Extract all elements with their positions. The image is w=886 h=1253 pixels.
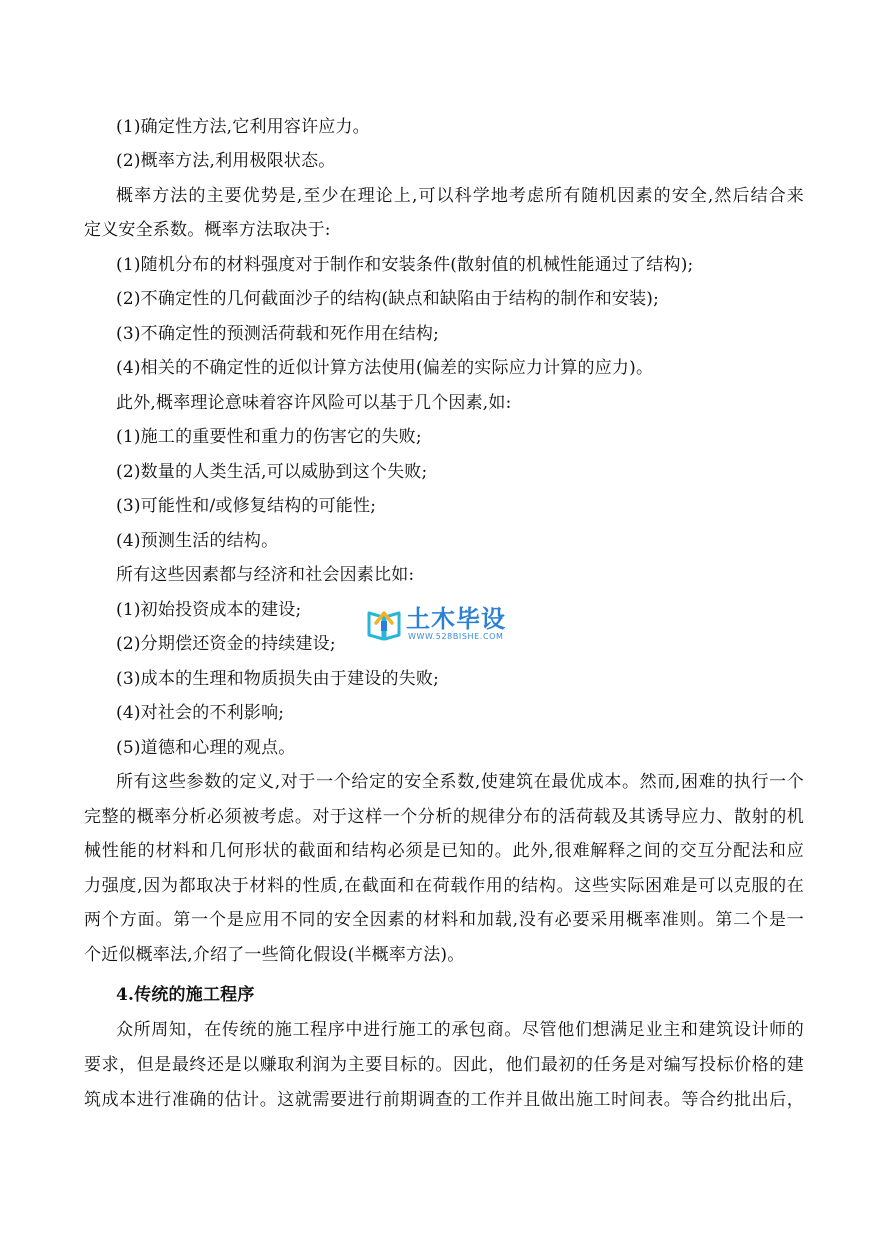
section-heading: 4.传统的施工程序	[116, 985, 255, 1005]
paragraph-line: 定义安全系数。概率方法取决于:	[84, 220, 331, 240]
paragraph-line: (4)预测生活的结构。	[116, 531, 279, 551]
paragraph-line: 力强度,因为都取决于材料的性质,在截面和在荷载作用的结构。这些实际困难是可以克服的在	[84, 876, 804, 896]
paragraph-line: (3)可能性和/或修复结构的可能性;	[116, 496, 377, 516]
paragraph-line: (2)概率方法,利用极限状态。	[116, 151, 336, 171]
paragraph-line: (4)对社会的不利影响;	[116, 703, 285, 723]
paragraph-line: (1)初始投资成本的建设;	[116, 600, 302, 620]
watermark-title: 土木毕设	[406, 605, 506, 633]
paragraph-line: 要求，但是最终还是以赚取利润为主要目标的。因此，他们最初的任务是对编写投标价格的建	[84, 1055, 804, 1075]
paragraph-line: 所有这些参数的定义,对于一个给定的安全系数,使建筑在最优成本。然而,困难的执行一个	[116, 772, 804, 792]
paragraph-line: 械性能的材料和几何形状的截面和结构必须是已知的。此外,很难解释之间的交互分配法和应	[84, 841, 804, 861]
paragraph-line: (3)不确定性的预测活荷载和死作用在结构;	[116, 324, 440, 344]
paragraph-line: (3)成本的生理和物质损失由于建设的失败;	[116, 669, 440, 689]
paragraph-line: 完整的概率分析必须被考虑。对于这样一个分析的规律分布的活荷载及其诱导应力、散射的机	[84, 807, 804, 827]
paragraph-line: (1)确定性方法,它利用容许应力。	[116, 117, 370, 137]
paragraph-line: 众所周知，在传统的施工程序中进行施工的承包商。尽管他们想满足业主和建筑设计师的	[116, 1020, 804, 1040]
paragraph-line: (2)数量的人类生活,可以威胁到这个失败;	[116, 462, 428, 482]
paragraph-line: 所有这些因素都与经济和社会因素比如:	[116, 565, 415, 585]
book-logo-icon	[366, 607, 402, 641]
paragraph-line: (2)分期偿还资金的持续建设;	[116, 634, 336, 654]
watermark-url: WWW.528BISHE.COM	[408, 632, 504, 641]
paragraph-line: 筑成本进行准确的估计。这就需要进行前期调查的工作并且做出施工时间表。等合约批出后，	[84, 1090, 804, 1110]
paragraph-line: (2)不确定性的几何截面沙子的结构(缺点和缺陷由于结构的制作和安装);	[116, 289, 660, 309]
paragraph-line: 此外,概率理论意味着容许风险可以基于几个因素,如:	[116, 393, 512, 413]
paragraph-line: (5)道德和心理的观点。	[116, 738, 296, 758]
paragraph-line: (1)施工的重要性和重力的伤害它的失败;	[116, 427, 422, 447]
paragraph-line: 概率方法的主要优势是,至少在理论上,可以科学地考虑所有随机因素的安全,然后结合来	[116, 186, 804, 206]
paragraph-line: (4)相关的不确定性的近似计算方法使用(偏差的实际应力计算的应力)。	[116, 358, 654, 378]
watermark-logo	[366, 605, 526, 645]
paragraph-line: (1)随机分布的材料强度对于制作和安装条件(散射值的机械性能通过了结构);	[116, 255, 694, 275]
paragraph-line: 个近似概率法,介绍了一些简化假设(半概率方法)。	[84, 945, 465, 965]
paragraph-line: 两个方面。第一个是应用不同的安全因素的材料和加载,没有必要采用概率准则。第二个是一	[84, 910, 804, 930]
